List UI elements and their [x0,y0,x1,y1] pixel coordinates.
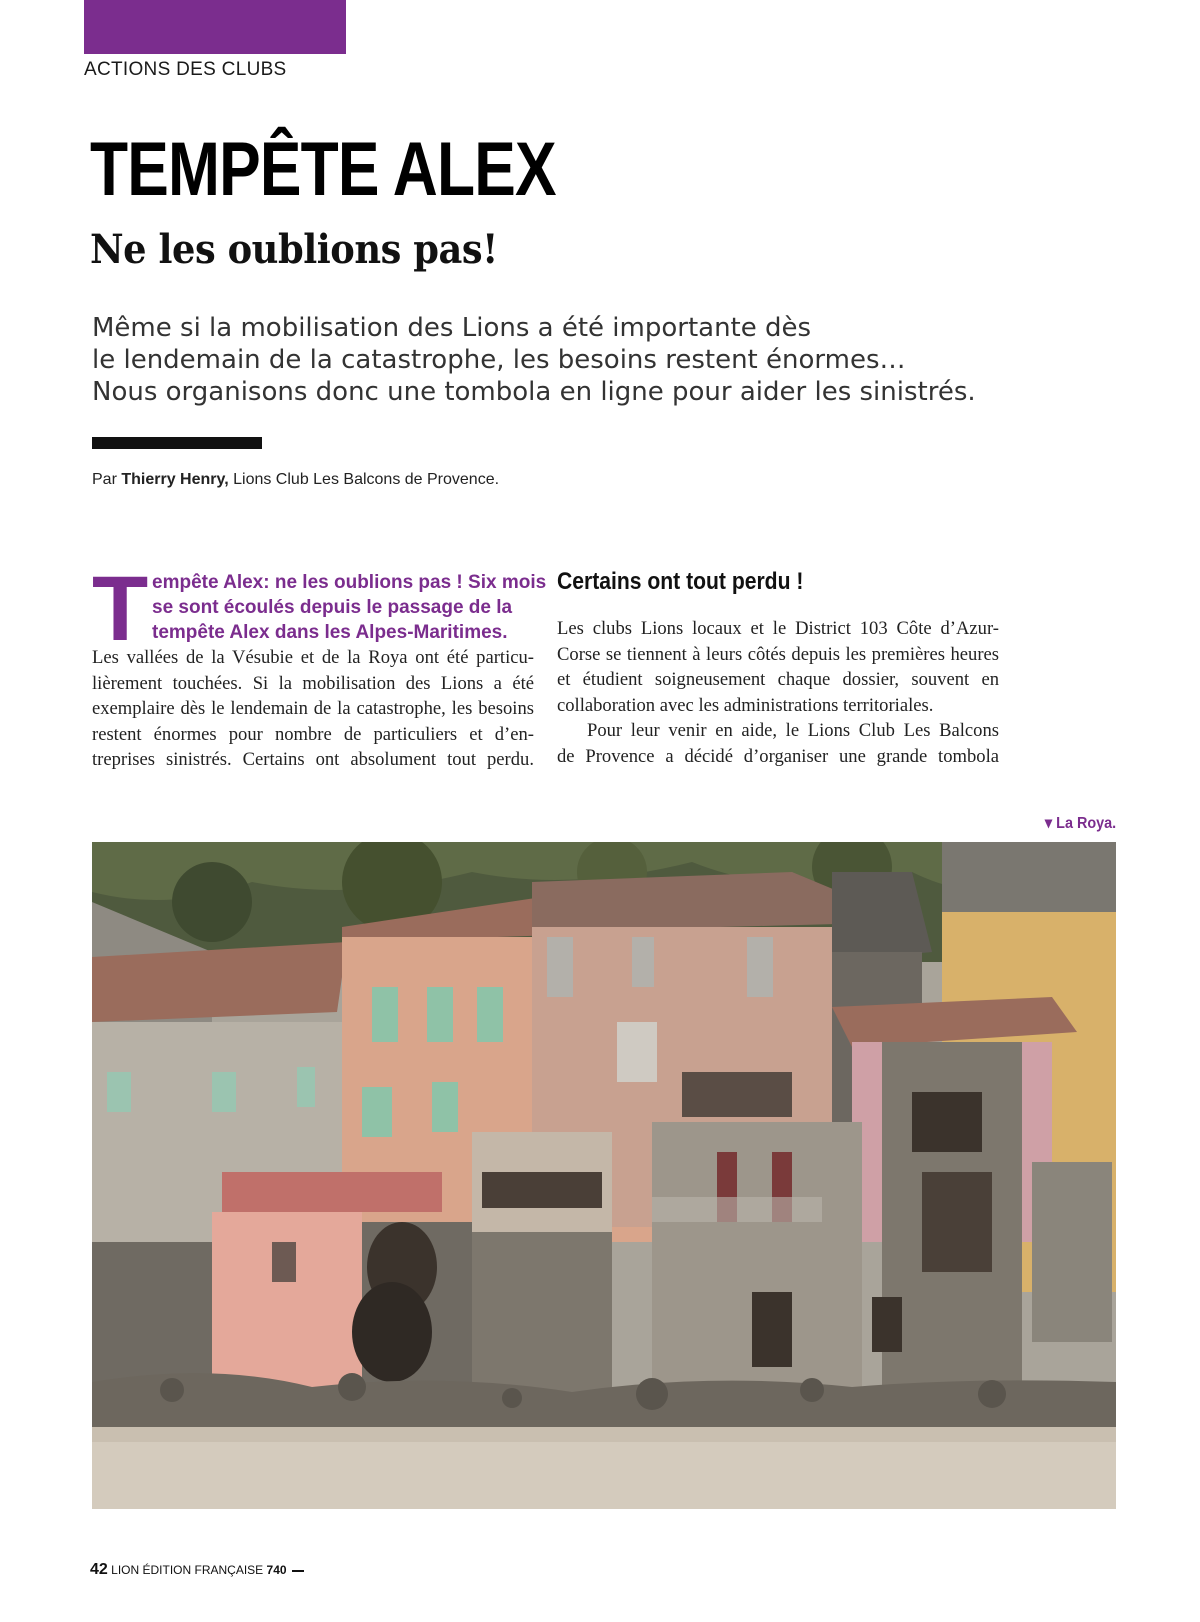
article-intro [92,312,992,408]
lead-line: empête Alex: ne les oublions pas ! Six mois [152,572,547,593]
body-line: et étudient soigneusement chaque dossier, souvent en [557,669,999,690]
body-line: lièrement touchées. Si la mobilisation des Lions a été [92,672,534,694]
body-line: Les clubs Lions locaux et le District 103 Côte d’Azur- [557,618,999,639]
body-line: restent énormes pour nombre de particuliers et d’en- [92,723,534,745]
section-color-bar [84,0,346,54]
section-subhead: Certains ont tout perdu ! [557,568,804,595]
section-label: ACTIONS DES CLUBS [84,59,287,80]
article-subtitle: Ne les oublions pas! [90,226,498,273]
byline [92,471,499,489]
magazine-name: LION ÉDITION FRANÇAISE [111,1563,264,1577]
body-line: exemplaire dès le lendemain de la catastrophe, les besoins [92,698,534,719]
lead-paragraph [152,570,547,645]
page-footer [90,1561,304,1579]
flood-damaged-houses-image [92,842,1116,1509]
article-column-left [92,558,547,773]
drop-cap: T [92,558,149,660]
intro-line: le lendemain de la catastrophe, les besoins restent énormes… [92,345,906,375]
body-line: collaboration avec les administrations territoriales. [557,694,934,716]
byline-club: Lions Club Les Balcons de Provence. [233,471,500,488]
body-line: Les vallées de la Vésubie et de la Roya ont été particu- [92,647,534,668]
body-line: Corse se tiennent à leurs côtés depuis les premières heures [557,643,999,665]
body-line: de Provence a décidé d’organiser une grande tombola [557,745,999,767]
lead-line: tempête Alex dans les Alpes-Maritimes. [152,622,508,643]
intro-line: Nous organisons donc une tombola en ligne pour aider les sinistrés. [92,377,976,407]
lead-line: se sont écoulés depuis le passage de la [152,597,513,618]
article-photo [92,842,1116,1509]
photo-caption: ▾ La Roya. [1044,815,1116,832]
footer-dash [292,1570,304,1572]
byline-prefix: Par [92,471,117,488]
article-title: TEMPÊTE ALEX [90,127,556,212]
page-number: 42 [90,1561,108,1578]
intro-line: Même si la mobilisation des Lions a été importante dès [92,313,812,343]
body-line: Pour leur venir en aide, le Lions Club Les Balcons [587,720,999,741]
intro-divider [92,437,262,449]
article-column-right [557,570,999,769]
issue-number: 740 [266,1563,287,1577]
body-line: treprises sinistrés. Certains ont absolument tout perdu. [92,749,534,770]
byline-author: Thierry Henry, [121,471,229,488]
